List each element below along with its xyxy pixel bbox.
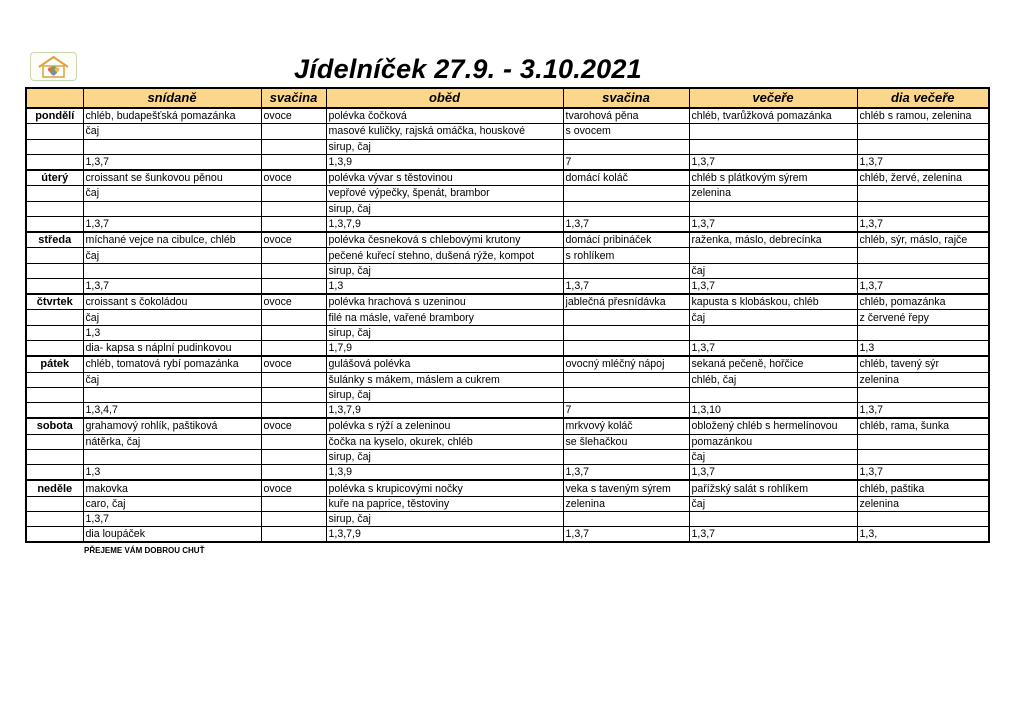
- menu-cell: čaj: [689, 310, 857, 325]
- menu-cell: nátěrka, čaj: [83, 434, 261, 449]
- day-cell: [26, 310, 83, 325]
- menu-cell: [563, 387, 689, 402]
- menu-cell: [261, 186, 326, 201]
- menu-cell: polévka čočková: [326, 108, 563, 124]
- menu-cell: [689, 124, 857, 139]
- menu-cell: [261, 278, 326, 294]
- menu-cell: polévka s rýží a zeleninou: [326, 418, 563, 434]
- menu-cell: [857, 124, 989, 139]
- menu-cell: polévka vývar s těstovinou: [326, 170, 563, 186]
- menu-cell: [857, 387, 989, 402]
- menu-cell: 1,3,7,9: [326, 403, 563, 419]
- column-header: večeře: [689, 88, 857, 108]
- menu-cell: caro, čaj: [83, 496, 261, 511]
- menu-cell: 1,3,7: [689, 527, 857, 543]
- house-logo-icon: [30, 52, 77, 81]
- menu-cell: [857, 263, 989, 278]
- day-label: středa: [26, 232, 83, 248]
- menu-cell: makovka: [83, 480, 261, 496]
- menu-cell: chléb, tomatová rybí pomazánka: [83, 356, 261, 372]
- menu-cell: chléb s plátkovým sýrem: [689, 170, 857, 186]
- menu-cell: 1,3,4,7: [83, 403, 261, 419]
- menu-cell: čaj: [689, 449, 857, 464]
- column-header: svačina: [563, 88, 689, 108]
- table-row: [26, 124, 989, 139]
- menu-cell: [857, 201, 989, 216]
- menu-cell: se šlehačkou: [563, 434, 689, 449]
- menu-cell: pomazánkou: [689, 434, 857, 449]
- menu-cell: sirup, čaj: [326, 449, 563, 464]
- menu-cell: [261, 496, 326, 511]
- day-label: úterý: [26, 170, 83, 186]
- menu-cell: 1,3,9: [326, 154, 563, 170]
- menu-cell: mrkvový koláč: [563, 418, 689, 434]
- menu-cell: [261, 449, 326, 464]
- menu-cell: zelenina: [689, 186, 857, 201]
- table-row: [26, 139, 989, 154]
- menu-cell: ovoce: [261, 480, 326, 496]
- menu-cell: 1,3,7: [857, 216, 989, 232]
- menu-cell: kuře na paprice, těstoviny: [326, 496, 563, 511]
- menu-cell: 1,3,7: [83, 278, 261, 294]
- menu-cell: kapusta s klobáskou, chléb: [689, 294, 857, 310]
- day-cell: [26, 201, 83, 216]
- table-row: [26, 216, 989, 232]
- table-row: [26, 527, 989, 543]
- menu-cell: čočka na kyselo, okurek, chléb: [326, 434, 563, 449]
- menu-cell: 1,3,: [857, 527, 989, 543]
- table-row: [26, 310, 989, 325]
- menu-cell: 1,3,7: [857, 278, 989, 294]
- menu-cell: 1,3: [857, 340, 989, 356]
- menu-cell: šulánky s mákem, máslem a cukrem: [326, 372, 563, 387]
- menu-cell: domácí pribináček: [563, 232, 689, 248]
- menu-cell: grahamový rohlík, paštiková: [83, 418, 261, 434]
- menu-cell: sirup, čaj: [326, 511, 563, 526]
- table-row: [26, 387, 989, 402]
- table-row: [26, 294, 989, 310]
- menu-cell: pečené kuřecí stehno, dušená rýže, kompot: [326, 248, 563, 263]
- table-row: [26, 201, 989, 216]
- table-row: [26, 511, 989, 526]
- table-row: [26, 418, 989, 434]
- menu-cell: 1,3,9: [326, 465, 563, 481]
- menu-cell: [689, 139, 857, 154]
- menu-cell: [261, 387, 326, 402]
- menu-cell: ovoce: [261, 356, 326, 372]
- menu-cell: gulášová polévka: [326, 356, 563, 372]
- day-cell: [26, 387, 83, 402]
- table-row: [26, 434, 989, 449]
- menu-cell: zelenina: [563, 496, 689, 511]
- table-row: [26, 263, 989, 278]
- menu-cell: ovoce: [261, 108, 326, 124]
- menu-cell: polévka s krupicovými nočky: [326, 480, 563, 496]
- menu-cell: ovocný mléčný nápoj: [563, 356, 689, 372]
- table-row: [26, 449, 989, 464]
- menu-cell: chléb, budapešťská pomazánka: [83, 108, 261, 124]
- day-cell: [26, 465, 83, 481]
- menu-cell: 1,3,7: [857, 403, 989, 419]
- menu-cell: chléb, žervé, zelenina: [857, 170, 989, 186]
- column-header: snídaně: [83, 88, 261, 108]
- day-label: pátek: [26, 356, 83, 372]
- menu-cell: [563, 340, 689, 356]
- menu-cell: čaj: [83, 372, 261, 387]
- day-cell: [26, 527, 83, 543]
- menu-cell: [83, 201, 261, 216]
- menu-cell: [857, 449, 989, 464]
- menu-cell: [563, 186, 689, 201]
- menu-cell: [563, 139, 689, 154]
- menu-cell: sirup, čaj: [326, 325, 563, 340]
- menu-cell: [261, 201, 326, 216]
- day-cell: [26, 449, 83, 464]
- menu-cell: z červené řepy: [857, 310, 989, 325]
- menu-cell: 1,3,7: [83, 216, 261, 232]
- day-label: sobota: [26, 418, 83, 434]
- menu-cell: 1,3,7: [83, 154, 261, 170]
- menu-cell: sekaná pečeně, hořčice: [689, 356, 857, 372]
- menu-cell: dia loupáček: [83, 527, 261, 543]
- menu-cell: raženka, máslo, debrecínka: [689, 232, 857, 248]
- menu-cell: [563, 310, 689, 325]
- table-row: [26, 186, 989, 201]
- menu-cell: [261, 325, 326, 340]
- menu-cell: domácí koláč: [563, 170, 689, 186]
- menu-cell: [689, 325, 857, 340]
- day-cell: [26, 124, 83, 139]
- table-row: [26, 356, 989, 372]
- table-row: [26, 170, 989, 186]
- menu-cell: 1,3: [83, 465, 261, 481]
- menu-cell: [261, 139, 326, 154]
- menu-cell: 1,3,7,9: [326, 216, 563, 232]
- menu-cell: 1,3,7: [689, 465, 857, 481]
- day-cell: [26, 186, 83, 201]
- menu-cell: 1,3,7: [563, 278, 689, 294]
- menu-cell: chléb, sýr, máslo, rajče: [857, 232, 989, 248]
- menu-cell: ovoce: [261, 170, 326, 186]
- menu-cell: pařížský salát s rohlíkem: [689, 480, 857, 496]
- menu-cell: chléb s ramou, zelenina: [857, 108, 989, 124]
- menu-cell: čaj: [689, 496, 857, 511]
- menu-cell: [563, 201, 689, 216]
- table-row: [26, 465, 989, 481]
- menu-cell: [689, 201, 857, 216]
- menu-cell: čaj: [83, 310, 261, 325]
- menu-cell: sirup, čaj: [326, 263, 563, 278]
- day-cell: [26, 434, 83, 449]
- menu-cell: croissant s čokoládou: [83, 294, 261, 310]
- menu-cell: filé na másle, vařené brambory: [326, 310, 563, 325]
- day-cell: [26, 248, 83, 263]
- menu-cell: vepřové výpečky, špenát, brambor: [326, 186, 563, 201]
- menu-cell: 7: [563, 403, 689, 419]
- menu-cell: 1,3,7: [689, 216, 857, 232]
- day-cell: [26, 139, 83, 154]
- menu-cell: čaj: [83, 124, 261, 139]
- menu-cell: polévka česneková s chlebovými krutony: [326, 232, 563, 248]
- menu-cell: [857, 248, 989, 263]
- table-row: [26, 232, 989, 248]
- table-row: [26, 248, 989, 263]
- menu-cell: tvarohová pěna: [563, 108, 689, 124]
- menu-cell: croissant se šunkovou pěnou: [83, 170, 261, 186]
- menu-cell: 1,3: [326, 278, 563, 294]
- menu-cell: jablečná přesnídávka: [563, 294, 689, 310]
- menu-cell: dia- kapsa s náplní pudinkovou: [83, 340, 261, 356]
- menu-cell: chléb, rama, šunka: [857, 418, 989, 434]
- menu-cell: 1,3,10: [689, 403, 857, 419]
- menu-cell: [83, 139, 261, 154]
- day-cell: [26, 496, 83, 511]
- menu-cell: 1,3,7: [689, 154, 857, 170]
- menu-cell: sirup, čaj: [326, 201, 563, 216]
- footer-note: PŘEJEME VÁM DOBROU CHUŤ: [84, 546, 205, 555]
- day-cell: [26, 403, 83, 419]
- day-label: pondělí: [26, 108, 83, 124]
- menu-cell: chléb, tavený sýr: [857, 356, 989, 372]
- menu-cell: sirup, čaj: [326, 387, 563, 402]
- menu-cell: chléb, čaj: [689, 372, 857, 387]
- menu-cell: [261, 465, 326, 481]
- menu-cell: ovoce: [261, 294, 326, 310]
- day-cell: [26, 511, 83, 526]
- table-row: [26, 340, 989, 356]
- table-row: [26, 278, 989, 294]
- menu-body: [26, 108, 989, 542]
- day-cell: [26, 372, 83, 387]
- menu-cell: [83, 263, 261, 278]
- menu-cell: [857, 186, 989, 201]
- menu-cell: [261, 340, 326, 356]
- menu-cell: 1,3,7: [857, 154, 989, 170]
- menu-cell: s ovocem: [563, 124, 689, 139]
- menu-cell: chléb, paštika: [857, 480, 989, 496]
- day-label: čtvrtek: [26, 294, 83, 310]
- table-row: [26, 480, 989, 496]
- menu-cell: čaj: [689, 263, 857, 278]
- menu-cell: 1,3,7,9: [326, 527, 563, 543]
- menu-cell: [261, 511, 326, 526]
- menu-cell: [83, 449, 261, 464]
- menu-cell: [857, 139, 989, 154]
- day-cell: [26, 325, 83, 340]
- table-row: [26, 325, 989, 340]
- menu-cell: ovoce: [261, 418, 326, 434]
- menu-cell: [563, 511, 689, 526]
- menu-cell: 1,3,7: [83, 511, 261, 526]
- menu-cell: 1,3,7: [857, 465, 989, 481]
- menu-cell: obložený chléb s hermelínovou: [689, 418, 857, 434]
- menu-cell: [261, 310, 326, 325]
- menu-cell: 1,3,7: [563, 216, 689, 232]
- menu-cell: 1,3,7: [563, 465, 689, 481]
- menu-cell: míchané vejce na cibulce, chléb: [83, 232, 261, 248]
- menu-cell: [261, 434, 326, 449]
- menu-cell: [563, 325, 689, 340]
- menu-cell: [261, 154, 326, 170]
- column-header: oběd: [326, 88, 563, 108]
- menu-cell: [563, 263, 689, 278]
- menu-cell: [261, 216, 326, 232]
- table-row: [26, 108, 989, 124]
- day-cell: [26, 154, 83, 170]
- day-cell: [26, 340, 83, 356]
- table-row: [26, 496, 989, 511]
- menu-cell: polévka hrachová s uzeninou: [326, 294, 563, 310]
- header-corner: [26, 88, 83, 108]
- menu-cell: chléb, pomazánka: [857, 294, 989, 310]
- menu-cell: [261, 372, 326, 387]
- menu-cell: čaj: [83, 186, 261, 201]
- menu-cell: [83, 387, 261, 402]
- day-cell: [26, 216, 83, 232]
- menu-cell: veka s taveným sýrem: [563, 480, 689, 496]
- menu-cell: ovoce: [261, 232, 326, 248]
- menu-cell: [261, 403, 326, 419]
- table-row: [26, 403, 989, 419]
- menu-cell: zelenina: [857, 372, 989, 387]
- menu-cell: 7: [563, 154, 689, 170]
- day-cell: [26, 278, 83, 294]
- menu-cell: [261, 263, 326, 278]
- column-header: svačina: [261, 88, 326, 108]
- menu-cell: [261, 248, 326, 263]
- column-header: dia večeře: [857, 88, 989, 108]
- menu-cell: [689, 387, 857, 402]
- table-row: [26, 372, 989, 387]
- menu-cell: 1,7,9: [326, 340, 563, 356]
- menu-cell: [563, 449, 689, 464]
- menu-cell: s rohlíkem: [563, 248, 689, 263]
- menu-cell: masové kuličky, rajská omáčka, houskové: [326, 124, 563, 139]
- page-title: Jídelníček 27.9. - 3.10.2021: [294, 54, 642, 84]
- menu-cell: čaj: [83, 248, 261, 263]
- menu-cell: [857, 434, 989, 449]
- menu-cell: [563, 372, 689, 387]
- menu-cell: [261, 124, 326, 139]
- menu-cell: sirup, čaj: [326, 139, 563, 154]
- menu-cell: 1,3,7: [689, 340, 857, 356]
- menu-table: [25, 87, 990, 543]
- day-label: neděle: [26, 480, 83, 496]
- menu-cell: chléb, tvarůžková pomazánka: [689, 108, 857, 124]
- day-cell: [26, 263, 83, 278]
- menu-cell: [689, 511, 857, 526]
- menu-cell: zelenina: [857, 496, 989, 511]
- menu-cell: [857, 325, 989, 340]
- menu-cell: 1,3,7: [563, 527, 689, 543]
- table-row: [26, 154, 989, 170]
- menu-cell: 1,3,7: [689, 278, 857, 294]
- menu-cell: [261, 527, 326, 543]
- menu-cell: [857, 511, 989, 526]
- menu-cell: 1,3: [83, 325, 261, 340]
- header-row: [26, 88, 989, 108]
- menu-cell: [689, 248, 857, 263]
